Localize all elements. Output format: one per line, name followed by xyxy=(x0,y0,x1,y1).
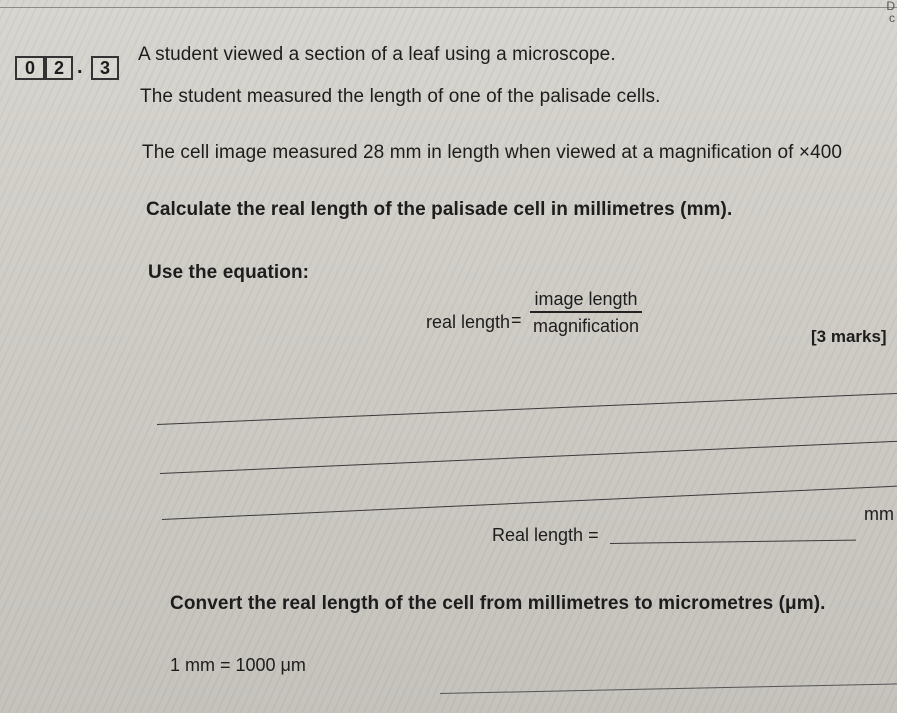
question-task: Calculate the real length of the palisade cell in millimetres (mm). xyxy=(146,199,733,220)
answer-line-4[interactable] xyxy=(440,683,897,694)
question-number-box-2: 2 xyxy=(45,56,73,80)
conversion-fact: 1 mm = 1000 μm xyxy=(170,655,306,675)
question-number-box-0: 0 xyxy=(15,56,45,80)
question-intro: A student viewed a section of a leaf using a microscope. xyxy=(138,44,616,65)
question-line-3: The cell image measured 28 mm in length when viewed at a magnification of ×400 xyxy=(142,142,843,163)
answer-line-1[interactable] xyxy=(157,393,897,425)
answer-label: Real length = xyxy=(492,525,599,545)
fraction-denominator: magnification xyxy=(532,316,640,336)
equation-prompt: Use the equation: xyxy=(148,262,310,283)
answer-field[interactable] xyxy=(610,540,856,544)
equation-lhs: real length xyxy=(426,312,511,332)
answer-line-2[interactable] xyxy=(160,441,897,474)
question-line-2: The student measured the length of one of the palisade cells. xyxy=(140,86,661,107)
fraction-numerator: image length xyxy=(534,289,638,309)
answer-unit: mm xyxy=(864,504,894,524)
top-rule xyxy=(0,7,897,8)
question-number-separator: . xyxy=(77,56,83,78)
convert-task: Convert the real length of the cell from millimetres to micrometres (μm). xyxy=(170,593,826,614)
marks-label: [3 marks] xyxy=(811,327,887,346)
equation-equals: = xyxy=(511,310,522,330)
fraction-bar xyxy=(530,311,642,313)
answer-line-3[interactable] xyxy=(162,486,897,520)
corner-letters: D c xyxy=(886,0,895,25)
question-number-box-3: 3 xyxy=(91,56,119,80)
